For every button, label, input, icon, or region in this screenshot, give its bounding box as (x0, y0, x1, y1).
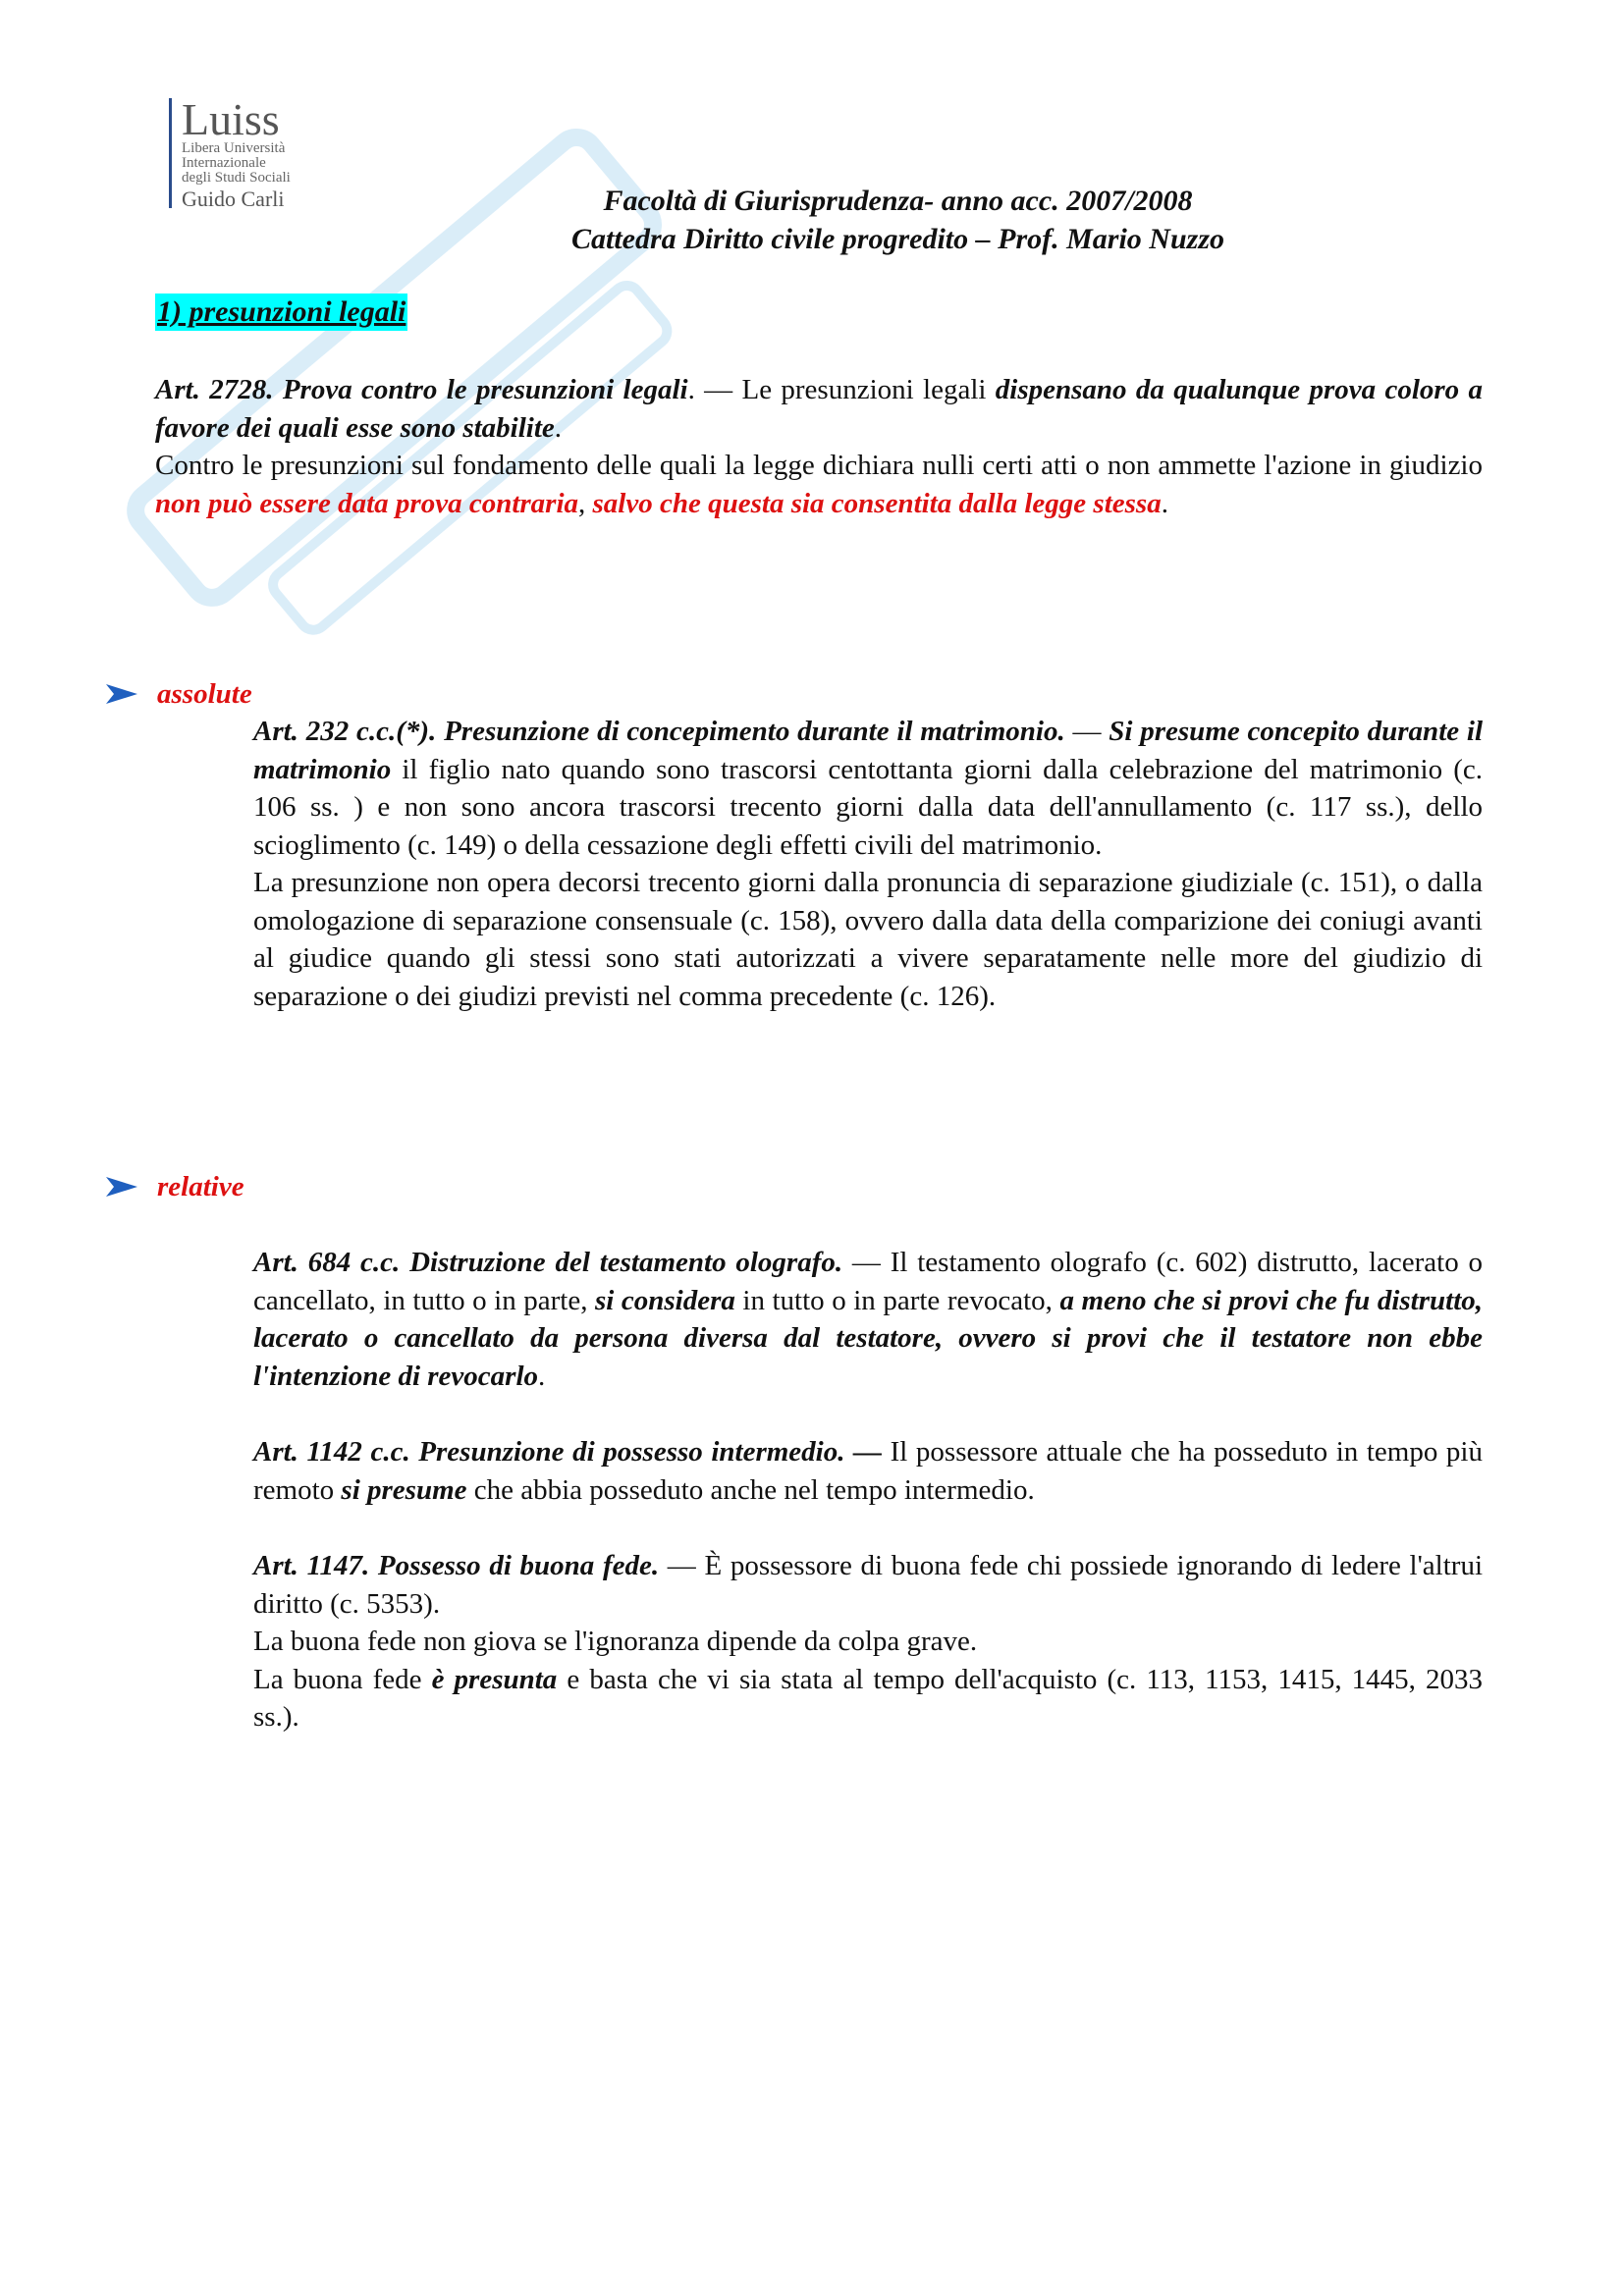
article-text: . — Le presunzioni legali (687, 374, 996, 405)
article-bold-text: dispensano da qualunque prova coloro a favore dei quali esse sono stabilite (155, 374, 1483, 444)
arrow-bullet-icon (104, 682, 139, 706)
article-heading: Art. 684 c.c. Distruzione del testamento olografo. (253, 1247, 843, 1278)
article-red-text: non può essere data prova contraria (155, 487, 579, 519)
article-232 (253, 713, 1483, 1015)
article-paragraph: La presunzione non opera decorsi trecento giorni dalla pronuncia di separazione giudiziale (c. 151), o dalla omologazione di separazione consensuale (c. 158), ovvero dalla data della comparizione dei coniugi avanti al giudice quando gli stessi sono stati autorizzati a vivere separatamente nelle more del giudizio di separazione o dei giudizi previsti nel comma precedente (c. 126). (253, 867, 1483, 1012)
article-bold-text: Si presume concepito durante il matrimonio (253, 716, 1484, 785)
article-1142 (253, 1433, 1483, 1509)
article-bold-text: è presunta (431, 1663, 558, 1695)
article-text: , (578, 487, 593, 519)
article-text: Contro le presunzioni sul fondamento delle quali la legge dichiara nulli certi atti o non ammette l'azione in giudizio (155, 450, 1483, 481)
logo-guido-carli: Guido Carli (182, 187, 285, 211)
article-heading: Art. 1147. Possesso di buona fede. (253, 1550, 660, 1581)
article-text: — È possessore di buona fede chi possiede ignorando di ledere l'altrui diritto (c. 5353). (253, 1550, 1483, 1620)
logo-name: Luiss (182, 94, 280, 144)
article-text: il figlio nato quando sono trascorsi centottanta giorni dalla celebrazione del matrimonio (c. 106 ss. ) e non sono ancora trascorsi trecento giorni dalla data dell'annullamento (c. 117 ss.), dello scioglimento (c. 149) o della cessazione degli effetti civili del matrimonio. (253, 753, 1483, 861)
article-text: in tutto o in parte revocato, (734, 1284, 1060, 1316)
bullet-assolute (104, 675, 252, 713)
document-header (0, 182, 1623, 258)
article-heading: Art. 1142 c.c. Presunzione di possesso intermedio. — (253, 1436, 883, 1468)
article-text: e basta che vi sia stata al tempo dell'acquisto (c. 113, 1153, 1415, 1445, 2033 ss.). (253, 1663, 1483, 1733)
article-2728 (155, 371, 1483, 522)
article-bold-text: a meno che si provi che fu distrutto, lacerato o cancellato da persona diversa dal testatore, ovvero si provi che il testatore non ebbe l'intenzione di revocarlo (253, 1284, 1483, 1392)
article-heading: Art. 232 c.c.(*). Presunzione di concepimento durante il matrimonio. (253, 716, 1065, 747)
arrow-bullet-icon (104, 1175, 139, 1199)
article-684 (253, 1244, 1483, 1395)
header-line-faculty: Facoltà di Giurisprudenza- anno acc. 2007/2008 (603, 185, 1193, 217)
article-text: che abbia posseduto anche nel tempo intermedio. (466, 1473, 1035, 1506)
article-heading: Art. 2728. Prova contro le presunzioni legali (155, 374, 688, 405)
bullet-label: assolute (157, 678, 252, 710)
bullet-label: relative (157, 1171, 244, 1202)
logo-sub-line: Libera Università (182, 140, 286, 156)
header-line-course: Cattedra Diritto civile progredito – Prof. Mario Nuzzo (570, 223, 1224, 255)
section-title: 1) presunzioni legali (155, 294, 407, 331)
article-text: — Il testamento olografo (c. 602) distrutto, lacerato o cancellato, in tutto o in parte, (253, 1247, 1483, 1316)
article-text: . (554, 411, 563, 444)
article-text: . (538, 1360, 546, 1392)
article-text: — (1064, 716, 1109, 747)
article-paragraph: La buona fede non giova se l'ignoranza dipende da colpa grave. (253, 1626, 978, 1657)
article-text: La buona fede (253, 1663, 432, 1695)
article-bold-text: si considera (594, 1284, 735, 1316)
article-bold-text: si presume (341, 1473, 467, 1506)
article-1147 (253, 1547, 1483, 1736)
article-red-text: salvo che questa sia consentita dalla legge stessa (592, 487, 1162, 519)
article-text: . (1161, 487, 1168, 519)
bullet-relative (104, 1168, 244, 1205)
logo-sub-line: Internazionale (182, 155, 266, 171)
article-text: Il possessore attuale che ha posseduto in tempo più remoto (253, 1436, 1483, 1506)
logo-sub-line: degli Studi Sociali (182, 170, 291, 186)
